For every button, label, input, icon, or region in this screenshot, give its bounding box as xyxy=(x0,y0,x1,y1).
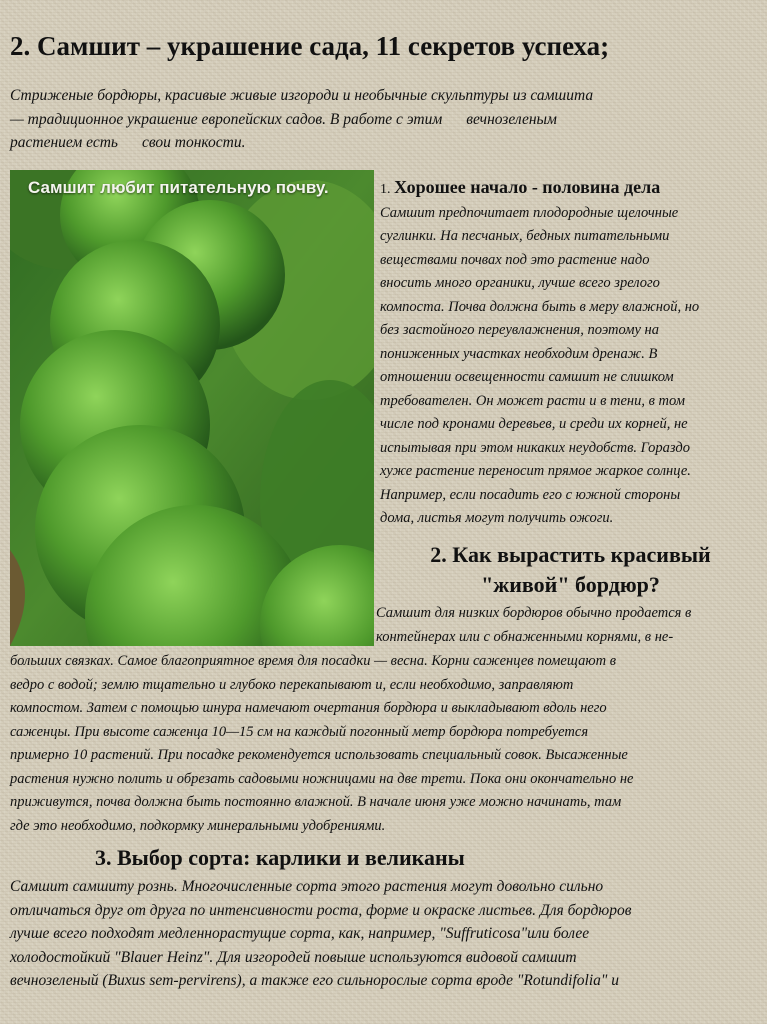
section-3-line: холодостойкий "Blauer Heinz". Для изгородей повыше используются видовой самшит xyxy=(10,948,577,966)
section-2-line: примерно 10 растений. При посадке рекомендуется использовать специальный совок. Высаженные xyxy=(10,747,628,763)
section-1-line: хуже растение переносит прямое жаркое солнце. xyxy=(380,463,691,479)
section-2-line: Самшит для низких бордюров обычно продается в xyxy=(376,605,692,621)
section-2-line: растения нужно полить и обрезать садовыми ножницами на две трети. Пока они окончательно не xyxy=(10,770,634,787)
intro-line: Стриженые бордюры, красивые живые изгороди и необычные скульптуры из самшита xyxy=(10,87,594,104)
section-2-line: ведро с водой; землю тщательно и глубоко перекапывают и, если необходимо, заправляют xyxy=(10,676,574,693)
section-1-heading-line xyxy=(380,176,762,202)
section-3-line: отличаться друг от друга по интенсивности роста, форме и окраске листьев. Для бордюров xyxy=(10,901,632,919)
section-2-text-right xyxy=(376,602,762,649)
photo-caption: Самшит любит питательную почву. xyxy=(28,178,329,197)
section-3-line: лучше всего подходят медленнорастущие сорта, как, например, "Suffruticosa"или более xyxy=(10,925,590,942)
section-3-line: вечнозеленый (Buxus sem-pervirens), а также его сильнорослые сорта вроде "Rotundifolia" и xyxy=(10,972,620,989)
section-1-line: числе под кронами деревьев, и среди их корней, не xyxy=(380,416,688,432)
section-1-line: Самшит предпочитает плодородные щелочные xyxy=(380,204,679,221)
boxwood-illustration xyxy=(10,170,374,646)
section-1-heading: Хорошее начало - половина дела xyxy=(394,177,661,197)
section-1-line: отношении освещенности самшит не слишком xyxy=(380,369,674,385)
section-1-number: 1. xyxy=(380,182,391,197)
section-2-heading xyxy=(378,540,763,600)
section-2-line: компостом. Затем с помощью шнура намечают очертания бордюра и выкладывают вдоль него xyxy=(10,700,607,716)
section-2-line: где это необходимо, подкормку минеральными удобрениями. xyxy=(10,817,386,834)
page-title: 2. Самшит – украшение сада, 11 секретов успеха; xyxy=(10,31,610,61)
section-3-line: Самшит самшиту рознь. Многочисленные сорта этого растения могут довольно сильно xyxy=(10,878,604,895)
section-2-text-full xyxy=(10,650,762,838)
section-1-line: суглинки. На песчаных, бедных питательными xyxy=(380,228,670,244)
intro-line: растением есть свои тонкости. xyxy=(10,134,246,151)
section-2-line: больших связках. Самое благоприятное время для посадки — весна. Корни саженцев помещают в xyxy=(10,653,617,669)
boxwood-photo xyxy=(10,170,374,646)
section-1-line: веществами почвах под это растение надо xyxy=(380,251,650,268)
section-2-heading-line: 2. Как вырастить красивый xyxy=(430,542,711,567)
intro-paragraph xyxy=(10,84,760,155)
section-2-line: контейнерах или с обнаженными корнями, в не- xyxy=(376,628,674,645)
section-2-line: саженцы. При высоте саженца 10—15 см на каждый погонный метр бордюра потребуется xyxy=(10,723,589,740)
section-3-heading: 3. Выбор сорта: карлики и великаны xyxy=(95,845,465,870)
section-1-line: пониженных участках необходим дренаж. В xyxy=(380,345,658,362)
section-1-line: Например, если посадить его с южной стороны xyxy=(380,486,681,503)
section-2-line: приживутся, почва должна быть постоянно влажной. В начале июня уже можно начинать, там xyxy=(10,794,622,810)
section-1-line: компоста. Почва должна быть в меру влажной, но xyxy=(380,298,700,315)
section-1-line: без застойного переувлажнения, поэтому на xyxy=(380,322,659,338)
section-3-text xyxy=(10,875,762,993)
section-2-heading-line: "живой" бордюр? xyxy=(481,572,660,597)
section-1-line: вносить много органики, лучше всего зрелого xyxy=(380,275,660,291)
intro-line: — традиционное украшение европейских садов. В работе с этим вечнозеленым xyxy=(10,110,557,128)
section-1-line: требователен. Он может расти и в тени, в том xyxy=(380,392,685,409)
section-1-line: испытывая при этом никаких неудобств. Гораздо xyxy=(380,439,690,456)
section-1-line: дома, листья могут получить ожоги. xyxy=(380,510,614,526)
section-1 xyxy=(380,176,762,531)
